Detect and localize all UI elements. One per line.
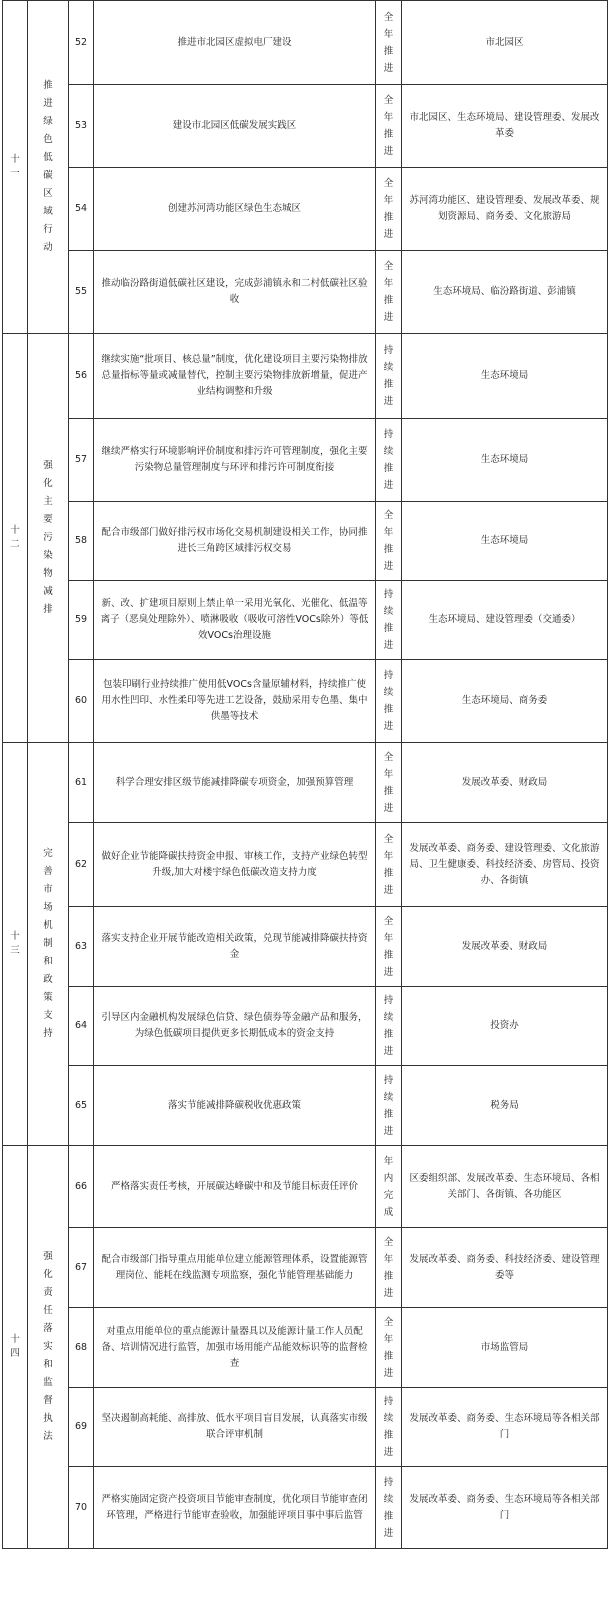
table-row (3, 1308, 608, 1388)
item-number: 67 (69, 1228, 94, 1308)
table-row (3, 251, 608, 334)
task-description: 严格实施固定资产投资项目节能审查制度，优化项目节能审查闭环管理，严格进行节能审查验收，加强能评项目事中事后监管 (94, 1467, 376, 1549)
task-description: 配合市级部门做好排污权市场化交易机制建设相关工作，协同推进长三角跨区域排污权交易 (94, 502, 376, 581)
timing: 全 年 推 进 (383, 751, 394, 814)
task-description: 坚决遏制高耗能、高排放、低水平项目盲目发展，认真落实市级联合评审机制 (94, 1388, 376, 1467)
table-row (3, 743, 608, 823)
timing-cell (376, 1388, 402, 1467)
responsible-units: 投资办 (402, 987, 608, 1066)
responsible-units: 生态环境局 (402, 502, 608, 581)
task-description: 严格落实责任考核，开展碳达峰碳中和及节能目标责任评价 (94, 1146, 376, 1228)
responsible-units: 生态环境局、商务委 (402, 660, 608, 743)
timing-cell (376, 502, 402, 581)
timing: 持 续 推 进 (383, 429, 394, 491)
responsible-units: 生态环境局 (402, 334, 608, 419)
table-row (3, 581, 608, 660)
task-description: 对重点用能单位的重点能源计量器具以及能源计量工作人员配备、培训情况进行监管，加强市场用能产品能效标识等的监督检查 (94, 1308, 376, 1388)
timing-cell (376, 419, 402, 502)
group-category: 强 化 主 要 污 染 物 减 排 (43, 460, 53, 615)
group-number: 十 四 (10, 1333, 20, 1359)
item-number: 56 (69, 334, 94, 419)
task-table-body (3, 1, 608, 1549)
table-row (3, 1, 608, 85)
task-description: 引导区内金融机构发展绿色信贷、绿色债券等金融产品和服务，为绿色低碳项目提供更多长期低成本的资金支持 (94, 987, 376, 1066)
item-number: 61 (69, 743, 94, 823)
task-description: 科学合理安排区级节能减排降碳专项资金，加强预算管理 (94, 743, 376, 823)
item-number: 70 (69, 1467, 94, 1549)
item-number: 55 (69, 251, 94, 334)
group-number: 十 三 (10, 930, 20, 956)
item-number: 64 (69, 987, 94, 1066)
timing: 持 续 推 进 (383, 670, 394, 732)
group-category-cell (28, 1, 69, 334)
table-row (3, 1228, 608, 1308)
task-description: 建设市北园区低碳发展实践区 (94, 85, 376, 168)
timing-cell (376, 1228, 402, 1308)
item-number: 65 (69, 1066, 94, 1146)
responsible-units: 发展改革委、商务委、生态环境局等各相关部门 (402, 1467, 608, 1549)
item-number: 60 (69, 660, 94, 743)
timing-cell (376, 581, 402, 660)
responsible-units: 税务局 (402, 1066, 608, 1146)
timing-cell (376, 1308, 402, 1388)
table-row (3, 502, 608, 581)
group-number-cell (3, 1, 28, 334)
timing: 持 续 推 进 (383, 589, 394, 651)
timing: 全 年 推 进 (383, 510, 394, 572)
task-description: 推进市北园区虚拟电厂建设 (94, 1, 376, 85)
task-description: 继续严格实行环境影响评价制度和排污许可管理制度，强化主要污染物总量管理制度与环评和排污许可制度衔接 (94, 419, 376, 502)
group-category-cell (28, 334, 69, 743)
task-description: 落实节能减排降碳税收优惠政策 (94, 1066, 376, 1146)
responsible-units: 市北园区、生态环境局、建设管理委、发展改革委 (402, 85, 608, 168)
table-row (3, 660, 608, 743)
timing-cell (376, 907, 402, 987)
timing-cell (376, 823, 402, 907)
group-category: 强 化 责 任 落 实 和 监 督 执 法 (43, 1251, 53, 1442)
table-row (3, 823, 608, 907)
task-table (2, 0, 608, 1549)
responsible-units: 生态环境局 (402, 419, 608, 502)
task-description: 配合市级部门指导重点用能单位建立能源管理体系，设置能源管理岗位、能耗在线监测专项监察，强化节能管理基础能力 (94, 1228, 376, 1308)
responsible-units: 发展改革委、商务委、科技经济委、建设管理委等 (402, 1228, 608, 1308)
item-number: 54 (69, 168, 94, 251)
table-row (3, 1146, 608, 1228)
timing: 持 续 推 进 (383, 1074, 394, 1137)
responsible-units: 生态环境局、建设管理委（交通委） (402, 581, 608, 660)
timing: 持 续 推 进 (383, 995, 394, 1057)
item-number: 52 (69, 1, 94, 85)
table-row (3, 334, 608, 419)
timing-cell (376, 85, 402, 168)
group-category: 推 进 绿 色 低 碳 区 域 行 动 (43, 80, 53, 253)
task-description: 继续实施“批项目、核总量”制度，优化建设项目主要污染物排放总量指标等量或减量替代，控制主要污染物排放新增量，促进产业结构调整和升级 (94, 334, 376, 419)
responsible-units: 苏河湾功能区、建设管理委、发展改革委、规划资源局、商务委、文化旅游局 (402, 168, 608, 251)
timing-cell (376, 743, 402, 823)
table-row (3, 85, 608, 168)
group-number: 十 二 (10, 524, 20, 550)
timing: 全 年 推 进 (383, 1236, 394, 1299)
table-row (3, 1467, 608, 1549)
responsible-units: 生态环境局、临汾路街道、彭浦镇 (402, 251, 608, 334)
task-description: 包装印刷行业持续推广使用低VOCs含量原辅材料，持续推广使用水性凹印、水性柔印等先进工艺设备，鼓励采用专色墨、集中供墨等技术 (94, 660, 376, 743)
timing-cell (376, 1146, 402, 1228)
timing-cell (376, 251, 402, 334)
timing: 全 年 推 进 (383, 261, 394, 323)
timing: 持 续 推 进 (383, 345, 394, 407)
group-number-cell (3, 334, 28, 743)
responsible-units: 市北园区 (402, 1, 608, 85)
table-row (3, 419, 608, 502)
timing: 全 年 推 进 (383, 915, 394, 978)
item-number: 57 (69, 419, 94, 502)
item-number: 66 (69, 1146, 94, 1228)
group-category-cell (28, 1146, 69, 1549)
timing-cell (376, 1467, 402, 1549)
timing: 全 年 推 进 (383, 11, 394, 74)
timing: 年 内 完 成 (383, 1155, 394, 1218)
item-number: 69 (69, 1388, 94, 1467)
task-description: 创建苏河湾功能区绿色生态城区 (94, 168, 376, 251)
timing-cell (376, 1, 402, 85)
group-category: 完 善 市 场 机 制 和 政 策 支 持 (43, 848, 53, 1039)
task-description: 落实支持企业开展节能改造相关政策，兑现节能减排降碳扶持资金 (94, 907, 376, 987)
task-description: 新、改、扩建项目原则上禁止单一采用光氧化、光催化、低温等离子（恶臭处理除外）、喷淋吸收（吸收可溶性VOCs除外）等低效VOCs治理设施 (94, 581, 376, 660)
task-description: 推动临汾路街道低碳社区建设，完成彭浦镇永和二村低碳社区验收 (94, 251, 376, 334)
group-number-cell (3, 1146, 28, 1549)
table-row (3, 907, 608, 987)
timing: 全 年 推 进 (383, 95, 394, 157)
item-number: 68 (69, 1308, 94, 1388)
responsible-units: 发展改革委、商务委、生态环境局等各相关部门 (402, 1388, 608, 1467)
timing-cell (376, 168, 402, 251)
responsible-units: 市场监管局 (402, 1308, 608, 1388)
timing: 全 年 推 进 (383, 178, 394, 240)
item-number: 58 (69, 502, 94, 581)
responsible-units: 发展改革委、财政局 (402, 743, 608, 823)
timing-cell (376, 987, 402, 1066)
timing: 全 年 推 进 (383, 1316, 394, 1379)
timing: 持 续 推 进 (383, 1476, 394, 1539)
table-row (3, 987, 608, 1066)
responsible-units: 发展改革委、商务委、建设管理委、文化旅游局、卫生健康委、科技经济委、房管局、投资办、各街镇 (402, 823, 608, 907)
responsible-units: 区委组织部、发展改革委、生态环境局、各相关部门、各街镇、各功能区 (402, 1146, 608, 1228)
item-number: 59 (69, 581, 94, 660)
group-category-cell (28, 743, 69, 1146)
group-number-cell (3, 743, 28, 1146)
timing-cell (376, 1066, 402, 1146)
task-description: 做好企业节能降碳扶持资金申报、审核工作，支持产业绿色转型升级,加大对楼宇绿色低碳改造支持力度 (94, 823, 376, 907)
item-number: 62 (69, 823, 94, 907)
group-number: 十 一 (10, 153, 20, 179)
table-row (3, 1388, 608, 1467)
timing: 全 年 推 进 (383, 833, 394, 896)
table-row (3, 1066, 608, 1146)
timing-cell (376, 660, 402, 743)
responsible-units: 发展改革委、财政局 (402, 907, 608, 987)
item-number: 63 (69, 907, 94, 987)
item-number: 53 (69, 85, 94, 168)
timing-cell (376, 334, 402, 419)
timing: 持 续 推 进 (383, 1396, 394, 1458)
table-row (3, 168, 608, 251)
